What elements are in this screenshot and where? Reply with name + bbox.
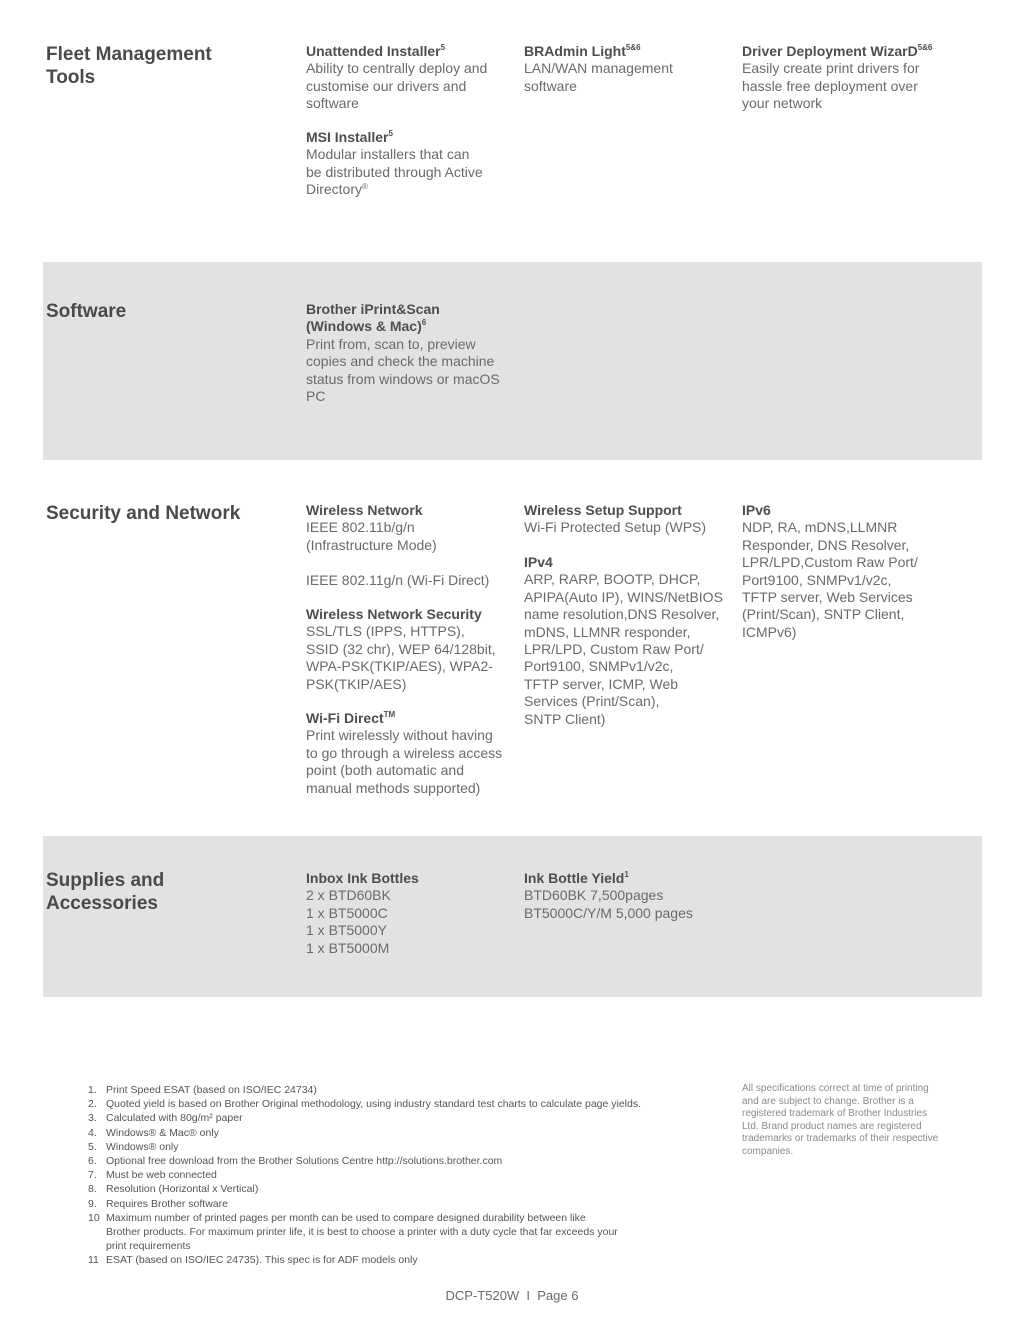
section-title-software: Software (46, 301, 127, 322)
section-title-fleet-management: Fleet Management Tools (46, 44, 212, 88)
block-body: Print from, scan to, preview copies and check the machine status from windows or macOS PC (306, 335, 500, 405)
block-ipv6 (742, 502, 957, 641)
block-ink-bottle-yield (524, 870, 744, 922)
footnote-text: Windows® & Mac® only (106, 1126, 219, 1139)
footnote-item (88, 1154, 688, 1168)
block-body: Modular installers that can be distributed through Active Directory (306, 146, 483, 198)
footnote-number: 7. (88, 1169, 97, 1182)
block-body: ARP, RARP, BOOTP, DHCP, APIPA(Auto IP), WINS/NetBIOS name resolution,DNS Resolver, mDNS, LLMNR responder, LPR/LPD, Custom Raw Port/ Port9100, SNMPv1/v2c, TFTP server, ICMP, Web Services (Print/Scan), SNTP Client) (524, 571, 723, 727)
block-title: IPv4 (524, 554, 553, 570)
block-wireless-network-security (306, 606, 516, 693)
footnote-text: Windows® only (106, 1140, 179, 1153)
block-body: Print wirelessly without having to go through a wireless access point (both automatic and manual methods supported) (306, 727, 503, 796)
footnote-item (88, 1253, 688, 1267)
footnotes-list (88, 1083, 688, 1268)
footnote-item (88, 1182, 688, 1196)
block-unattended-installer (306, 43, 516, 113)
footnote-text: Must be web connected (106, 1169, 217, 1182)
block-title: BRAdmin Light (524, 43, 626, 59)
block-title: Wi-Fi Direct (306, 710, 384, 726)
footnote-item (88, 1083, 688, 1097)
block-title: IPv6 (742, 502, 771, 518)
footnote-number: 4. (88, 1126, 97, 1139)
footnote-number: 6. (88, 1155, 97, 1168)
section-title-security-network: Security and Network (46, 503, 241, 524)
footnote-item (88, 1168, 688, 1182)
block-title: Wireless Network (306, 502, 423, 518)
footnote-text: Optional free download from the Brother Solutions Centre http://solutions.brother.com (106, 1155, 503, 1168)
block-brother-iprint-scan (306, 301, 521, 405)
disclaimer-text: All specifications correct at time of printing and are subject to change. Brother is a registered trademark of Brother Industries Ltd. Brand product names are registered trademarks or trademarks of their respective companies. (742, 1083, 939, 1157)
block-ipv4 (524, 554, 734, 728)
block-title: Unattended Installer (306, 43, 441, 59)
footnote-item (88, 1197, 688, 1211)
footnote-number: 2. (88, 1098, 97, 1111)
block-title-sup: 5 (388, 129, 393, 138)
block-title: Driver Deployment WizarD (742, 43, 918, 59)
footnote-number: 8. (88, 1183, 97, 1196)
footnote-item (88, 1140, 688, 1154)
block-body: Easily create print drivers for hassle free deployment over your network (742, 60, 920, 112)
block-body: Ability to centrally deploy and customise our drivers and software (306, 60, 488, 112)
block-title: Wireless Network Security (306, 606, 482, 622)
footnote-item (88, 1111, 688, 1125)
block-msi-installer (306, 129, 516, 199)
block-title: Ink Bottle Yield (524, 870, 625, 886)
footnote-number: 11 (88, 1254, 99, 1267)
section-title-supplies: Supplies and Accessories (46, 870, 165, 914)
block-inbox-ink-bottles (306, 870, 516, 957)
block-body: NDP, RA, mDNS,LLMNR Responder, DNS Resolver, LPR/LPD,Custom Raw Port/ Port9100, SNMPv1/v2c, TFTP server, Web Services (Print/Scan), SNTP Client, ICMPv6) (742, 519, 918, 640)
block-title: MSI Installer (306, 129, 389, 145)
footnote-text: Resolution (Horizontal x Vertical) (106, 1183, 259, 1196)
block-body: 2 x BTD60BK 1 x BT5000C 1 x BT5000Y 1 x BT5000M (306, 887, 391, 956)
block-title-sup: 6 (421, 318, 427, 328)
block-body: LAN/WAN management software (524, 60, 673, 94)
block-body-sup: ® (362, 182, 368, 192)
block-body: SSL/TLS (IPPS, HTTPS), SSID (32 chr), WEP 64/128bit, WPA-PSK(TKIP/AES), WPA2- PSK(TKIP/AES) (306, 623, 496, 692)
footnote-number: 9. (88, 1197, 97, 1210)
footnote-text: Calculated with 80g/m² paper (106, 1112, 243, 1125)
footnote-text: Print Speed ESAT (based on ISO/IEC 24734) (106, 1084, 317, 1096)
block-title: Brother iPrint&Scan (Windows & Mac) (306, 301, 440, 335)
block-driver-deployment-wizard (742, 43, 967, 113)
block-title: Wireless Setup Support (524, 502, 682, 518)
footnote-text: Maximum number of printed pages per month can be used to compare designed durability between like Brother products. For maximum printer life, it is best to choose a printer with a duty cycle that far exceeds your print requirements (106, 1211, 618, 1253)
block-title-sup: 5 (440, 43, 446, 52)
block-bradmin-light (524, 43, 734, 95)
footnote-text: Requires Brother software (106, 1197, 228, 1210)
block-title-sup: 5&6 (625, 43, 641, 52)
block-wireless-network (306, 502, 516, 589)
block-wireless-setup-support (524, 502, 734, 537)
page-footer: DCP-T520W I Page 6 (445, 1288, 579, 1303)
block-title-sup: TM (383, 710, 396, 719)
footnote-text: ESAT (based on ISO/IEC 24735). This spec is for ADF models only (106, 1254, 418, 1267)
block-body: BTD60BK 7,500pages BT5000C/Y/M 5,000 pages (524, 887, 693, 921)
footnote-number: 1. (88, 1084, 97, 1096)
footnote-number: 5. (88, 1140, 97, 1153)
footnote-item (88, 1097, 688, 1111)
block-title-sup: 5&6 (917, 43, 933, 52)
footnote-number: 10 (88, 1211, 100, 1224)
block-body: Wi-Fi Protected Setup (WPS) (524, 519, 707, 536)
block-wifi-direct (306, 710, 516, 797)
footnote-number: 3. (88, 1112, 97, 1125)
block-body: IEEE 802.11b/g/n (Infrastructure Mode) IEEE 802.11g/n (Wi-Fi Direct) (306, 519, 490, 588)
footnote-text: Quoted yield is based on Brother Original methodology, using industry standard test charts to calculate page yields. (106, 1098, 642, 1111)
block-title: Inbox Ink Bottles (306, 870, 419, 886)
footnote-item (88, 1211, 688, 1254)
block-title-sup: 1 (624, 870, 629, 879)
footnote-item (88, 1126, 688, 1140)
